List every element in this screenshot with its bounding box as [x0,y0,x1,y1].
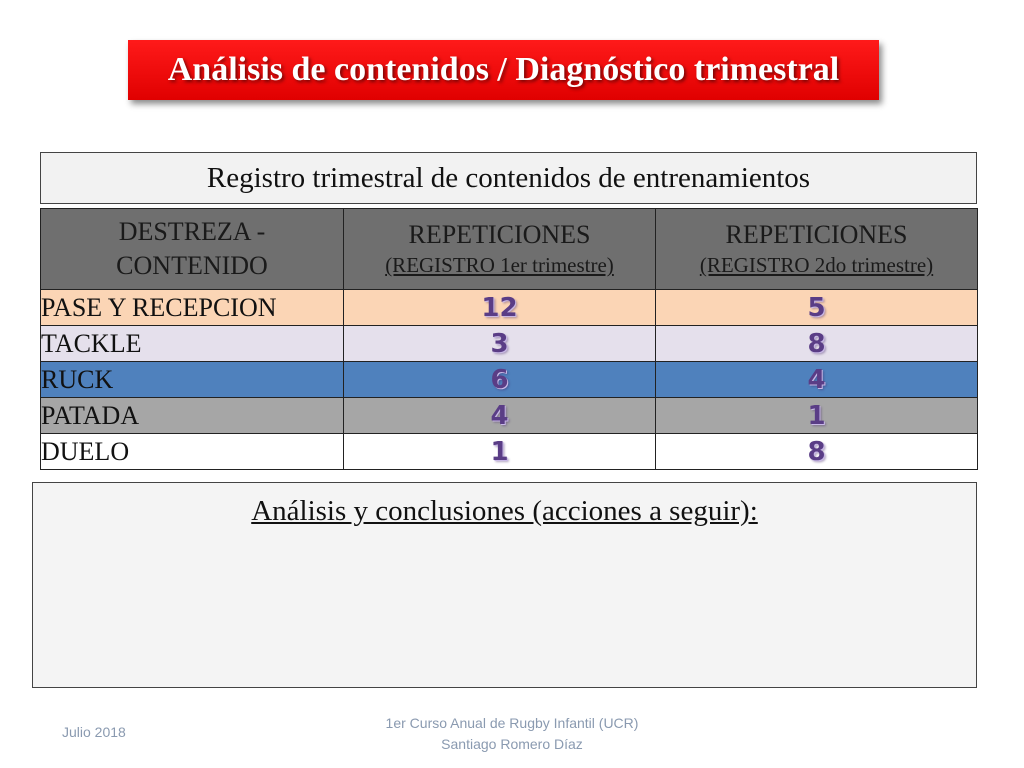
row-skill-label: RUCK [41,362,344,398]
row-term1-value: 12 [344,290,656,326]
analysis-section [32,482,977,688]
footer-date: Julio 2018 [62,724,126,740]
header-skill-label: DESTREZA - CONTENIDO [116,217,268,280]
row-term1-value: 6 [344,362,656,398]
slide-title-banner [128,40,879,100]
row-skill-label: DUELO [41,434,344,470]
training-content-table [40,208,978,470]
header-term2 [656,209,978,290]
footer-author: Santiago Romero Díaz [441,736,583,752]
header-term2-label: REPETICIONES [725,220,908,250]
row-term1-value: 3 [344,326,656,362]
footer-course: 1er Curso Anual de Rugby Infantil (UCR) [385,715,639,731]
table-row [41,398,978,434]
table-row [41,434,978,470]
table-caption-text: Registro trimestral de contenidos de entrenamientos [206,161,811,194]
analysis-heading: Análisis y conclusiones (acciones a seguir): [251,495,758,527]
table-caption [40,152,977,204]
table-row [41,326,978,362]
row-term2-value: 8 [656,434,978,470]
header-term1-sublabel: (REGISTRO 1er trimestre) [385,253,614,278]
row-term1-value: 1 [344,434,656,470]
row-skill-label: PASE Y RECEPCION [41,290,344,326]
footer-credits [312,713,712,755]
row-term2-value: 4 [656,362,978,398]
row-term2-value: 5 [656,290,978,326]
header-term1 [344,209,656,290]
slide-title: Análisis de contenidos / Diagnóstico trimestral [167,51,840,88]
header-term2-sublabel: (REGISTRO 2do trimestre) [699,253,934,278]
row-term2-value: 8 [656,326,978,362]
row-term2-value: 1 [656,398,978,434]
row-term1-value: 4 [344,398,656,434]
header-term1-label: REPETICIONES [408,220,591,250]
table-row [41,290,978,326]
table-header-row [41,209,978,290]
row-skill-label: PATADA [41,398,344,434]
table-row [41,362,978,398]
header-skill [41,209,344,290]
row-skill-label: TACKLE [41,326,344,362]
